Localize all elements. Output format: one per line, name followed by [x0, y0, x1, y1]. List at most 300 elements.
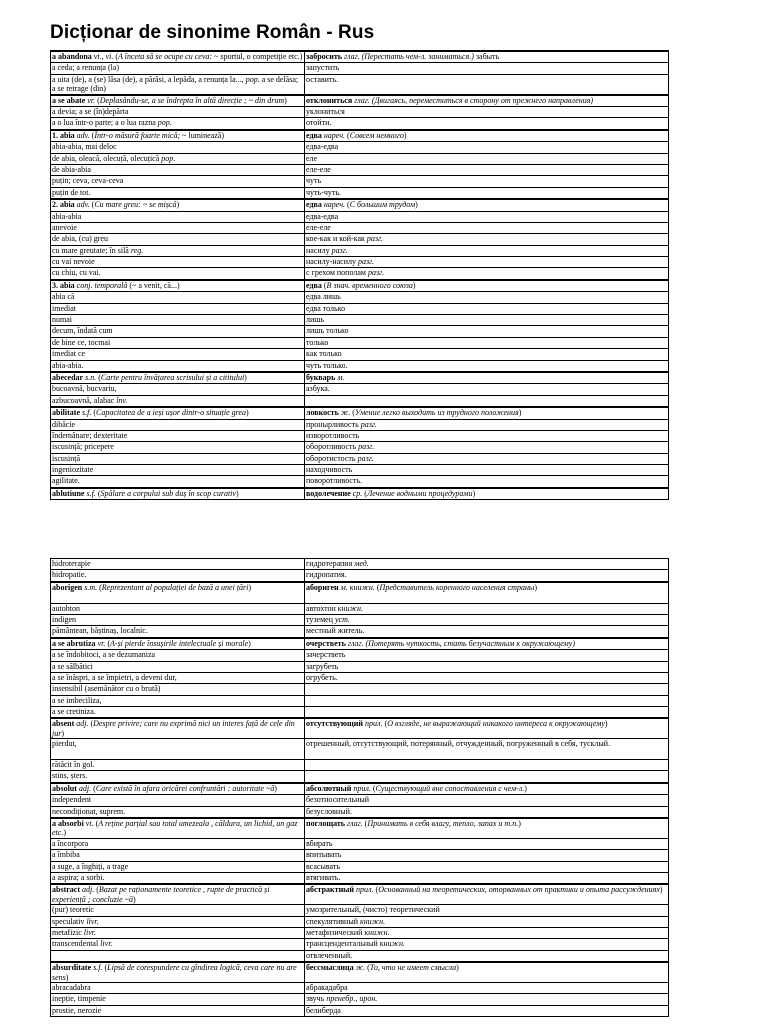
headword: a absorbi — [52, 819, 84, 829]
russian-cell — [305, 442, 669, 453]
synonym-row — [51, 303, 669, 314]
romanian-cell — [51, 63, 305, 74]
russian-cell — [305, 430, 669, 441]
text-segment: запустить — [306, 63, 340, 73]
text-segment: изворотливость — [306, 430, 360, 440]
russian-cell — [305, 718, 669, 738]
synonym-row — [51, 928, 669, 939]
headword: aborigen — [52, 582, 83, 592]
text-segment: забыть — [473, 52, 500, 61]
grammar-note: A-și pierde însușirile intelectuale și morale — [110, 638, 249, 648]
text-segment: a devia; a se (în)depărta — [52, 106, 129, 116]
romanian-cell — [51, 626, 305, 638]
synonym-row — [51, 806, 669, 818]
text-segment: едва только — [306, 303, 346, 313]
text-segment: iscusință; pricepere — [52, 442, 114, 452]
romanian-cell — [51, 176, 305, 187]
grammar-note: înv. — [116, 395, 128, 405]
synonym-row — [51, 176, 669, 187]
russian-cell — [305, 760, 669, 771]
romanian-cell — [51, 430, 305, 441]
grammar-note: Умение легко выходить из трудного положения — [354, 408, 519, 418]
romanian-cell — [51, 303, 305, 314]
synonym-row — [51, 187, 669, 199]
romanian-cell — [51, 806, 305, 818]
headword: букварь — [306, 372, 336, 382]
text-segment: белиберда — [306, 1005, 341, 1015]
dictionary-table-2 — [50, 558, 669, 1017]
text-segment: ( — [345, 130, 350, 140]
romanian-cell — [51, 838, 305, 849]
synonym-row — [51, 559, 669, 570]
romanian-cell — [51, 211, 305, 222]
russian-cell — [305, 626, 669, 638]
text-segment: поворотливость. — [306, 476, 363, 486]
text-segment: чуть-чуть. — [306, 187, 341, 197]
text-segment: еле — [306, 153, 318, 163]
headword: абориген — [306, 582, 339, 592]
headword: абсолютный — [306, 783, 352, 793]
russian-cell — [305, 372, 669, 384]
grammar-note: разг. — [360, 419, 377, 429]
headword: ловкость — [306, 408, 339, 418]
grammar-note: livr. — [86, 916, 99, 926]
text-segment: ) — [534, 582, 538, 592]
text-segment: abracadabra — [52, 983, 91, 992]
grammar-note: Lipsă de corespundere cu gîndirea logică, ceva care nu are sens — [52, 963, 297, 982]
text-segment: ( — [345, 200, 350, 210]
text-segment: еле-еле — [306, 222, 331, 232]
grammar-note: м. книжн. — [338, 582, 375, 592]
romanian-cell — [51, 695, 305, 706]
romanian-cell — [51, 292, 305, 303]
text-segment: ( — [362, 488, 367, 498]
grammar-note: прил. — [354, 885, 374, 895]
russian-cell — [305, 861, 669, 872]
synonym-row — [51, 442, 669, 453]
russian-cell — [305, 315, 669, 326]
dictionary-table-1 — [50, 50, 669, 500]
synonym-row — [51, 142, 669, 153]
russian-cell — [305, 1005, 669, 1016]
text-segment: ( — [95, 95, 100, 105]
romanian-cell — [51, 884, 305, 904]
text-segment: ) — [274, 783, 277, 793]
text-segment: ) — [415, 200, 418, 210]
grammar-note: То, что не имеет смысла — [369, 963, 457, 973]
romanian-cell — [51, 257, 305, 268]
russian-cell — [305, 570, 669, 582]
russian-cell — [305, 650, 669, 661]
grammar-note: Представитель коренного населения страны — [379, 582, 535, 592]
romanian-cell — [51, 360, 305, 372]
text-segment: imediat — [52, 303, 76, 313]
text-segment: numai — [52, 315, 72, 325]
romanian-cell — [51, 983, 305, 994]
grammar-note: s.n. — [83, 372, 97, 382]
romanian-cell — [51, 199, 305, 211]
grammar-note: pop. — [245, 74, 260, 84]
russian-cell — [305, 303, 669, 314]
text-segment: насилу-насилу — [306, 257, 358, 267]
text-segment: умозрительный, (чисто) теоретический — [306, 905, 440, 915]
romanian-cell — [51, 739, 305, 760]
russian-cell — [305, 63, 669, 74]
headword: 1. abia — [52, 130, 75, 140]
text-segment: автохтон — [306, 603, 338, 613]
grammar-note: adv. — [74, 130, 90, 140]
synonym-row — [51, 661, 669, 672]
russian-cell — [305, 672, 669, 683]
text-segment: inepție, timpenie — [52, 994, 106, 1004]
romanian-cell — [51, 315, 305, 326]
text-segment: a aspira; a sorbi. — [52, 873, 105, 883]
text-segment: cu mare greutate; în silă — [52, 245, 131, 255]
text-segment: ) — [248, 582, 252, 592]
text-segment: трансцендентальный — [306, 939, 380, 949]
synonym-row — [51, 465, 669, 476]
text-segment: лишь только — [306, 326, 349, 336]
text-segment: ( — [97, 582, 102, 592]
entry-headword-row — [51, 280, 669, 292]
russian-cell — [305, 983, 669, 994]
russian-cell — [305, 51, 669, 63]
synonym-row — [51, 983, 669, 994]
text-segment: ) — [412, 280, 416, 290]
text-segment: hidropatie. — [52, 570, 87, 580]
russian-cell — [305, 268, 669, 280]
russian-cell — [305, 994, 669, 1005]
russian-cell — [305, 74, 669, 94]
entry-headword-row — [51, 407, 669, 419]
synonym-row — [51, 395, 669, 407]
synonym-row — [51, 838, 669, 849]
russian-cell — [305, 939, 669, 950]
entry-headword-row — [51, 199, 669, 211]
text-segment: a o lua într-o parte; a o lua razna — [52, 118, 158, 128]
headword: a abandona — [52, 52, 92, 61]
text-segment: чуть только. — [306, 360, 348, 370]
text-segment: hidroterapie — [52, 559, 91, 568]
russian-cell — [305, 707, 669, 719]
russian-cell — [305, 806, 669, 818]
text-segment: ) — [604, 719, 608, 729]
romanian-cell — [51, 603, 305, 614]
headword: absurditate — [52, 963, 92, 973]
romanian-cell — [51, 582, 305, 603]
text-segment: abia că — [52, 292, 75, 302]
romanian-cell — [51, 850, 305, 861]
russian-cell — [305, 695, 669, 706]
entry-headword-row — [51, 638, 669, 650]
grammar-note: vt., vi. — [91, 52, 114, 61]
romanian-cell — [51, 51, 305, 63]
grammar-note: s.f. — [84, 488, 96, 498]
romanian-cell — [51, 916, 305, 927]
synonym-row — [51, 1005, 669, 1016]
text-segment: bucoavnă, bucvariu, — [52, 384, 117, 394]
text-segment: iscusință — [52, 453, 80, 463]
grammar-note: ж. — [353, 963, 366, 973]
russian-cell — [305, 661, 669, 672]
russian-cell — [305, 245, 669, 256]
russian-cell — [305, 395, 669, 407]
text-segment: a ceda; a renunța (la) — [52, 63, 120, 73]
text-segment: ) — [472, 488, 476, 498]
romanian-cell — [51, 795, 305, 806]
synonym-row — [51, 63, 669, 74]
synonym-row — [51, 916, 669, 927]
text-segment: насилу — [306, 245, 332, 255]
text-segment: ( — [93, 819, 99, 829]
text-segment: ) — [248, 638, 251, 648]
text-segment: (~ a venit, că...) — [127, 280, 180, 290]
grammar-note: разг. — [331, 245, 348, 255]
grammar-note: vr. — [85, 95, 96, 105]
entry-headword-row — [51, 372, 669, 384]
russian-cell — [305, 326, 669, 337]
romanian-cell — [51, 962, 305, 982]
synonym-row — [51, 650, 669, 661]
russian-cell — [305, 488, 669, 500]
text-segment: звучь — [306, 994, 327, 1004]
synonym-row — [51, 326, 669, 337]
romanian-cell — [51, 661, 305, 672]
grammar-note: мед. — [354, 559, 369, 568]
headword: a se abrutiza — [52, 638, 96, 648]
entry-headword-row — [51, 962, 669, 982]
headword: едва — [306, 130, 322, 140]
text-segment: ) — [456, 963, 459, 973]
text-segment: абракадабра — [306, 983, 348, 992]
text-segment: гидропатия. — [306, 570, 347, 580]
romanian-cell — [51, 684, 305, 695]
synonym-row — [51, 211, 669, 222]
grammar-note: pop. — [157, 118, 172, 128]
grammar-note: Совсем немного — [349, 130, 404, 140]
headword: водолечение — [306, 488, 351, 498]
text-segment: лишь — [306, 315, 325, 325]
romanian-cell — [51, 337, 305, 348]
synonym-row — [51, 360, 669, 372]
text-segment: ( — [374, 582, 380, 592]
text-segment: ( — [102, 963, 108, 973]
text-segment: впитывать — [306, 850, 342, 860]
text-segment: отвлеченный. — [306, 950, 353, 960]
grammar-note: разг. — [366, 234, 384, 244]
grammar-note: В знач. временного союза — [326, 280, 413, 290]
grammar-note: A înceta să se ocupe cu ceva: — [118, 52, 213, 61]
grammar-note: s.f. — [80, 408, 92, 418]
entry-headword-row — [51, 51, 669, 63]
text-segment: ( — [96, 372, 101, 382]
text-segment: agilitate. — [52, 476, 80, 486]
text-segment: de abia, (cu) greu — [52, 234, 108, 244]
synonym-row — [51, 106, 669, 117]
russian-cell — [305, 795, 669, 806]
text-segment: a se imbeciliza, — [52, 695, 102, 705]
text-segment: ( — [370, 783, 376, 793]
russian-cell — [305, 873, 669, 885]
grammar-note: adv. — [74, 200, 90, 210]
text-segment: ingeniozitate — [52, 465, 94, 475]
grammar-note: Принимать в себя влагу, тепло, запах и т.п. — [367, 819, 519, 829]
russian-cell — [305, 582, 669, 603]
russian-cell — [305, 199, 669, 211]
text-segment: a încorpora — [52, 838, 89, 848]
text-segment: ( — [95, 488, 101, 498]
grammar-note: s.m. — [82, 582, 98, 592]
romanian-cell — [51, 222, 305, 233]
text-segment: всасывать — [306, 861, 341, 871]
text-segment: insensibil (asemănător cu o brută) — [52, 684, 161, 694]
grammar-note: С большим трудом — [349, 200, 416, 210]
entry-headword-row — [51, 718, 669, 738]
synonym-row — [51, 118, 669, 130]
text-segment: едва-едва — [306, 211, 339, 221]
romanian-cell — [51, 861, 305, 872]
synonym-row — [51, 626, 669, 638]
russian-cell — [305, 384, 669, 395]
grammar-note: глаг. (Потерять чуткость, стать безучастным к окружающему) — [345, 638, 575, 648]
text-segment: ~ sportul, o competiție etc.) — [212, 52, 303, 61]
grammar-note: глаг. (Двигаясь, переместиться в сторону от прежнего направления) — [352, 95, 594, 105]
russian-cell — [305, 349, 669, 360]
text-segment: cu chiu, cu vai. — [52, 268, 101, 278]
text-segment: с грехом пополам — [306, 268, 368, 278]
text-segment: зачерстветь — [306, 650, 346, 660]
russian-cell — [305, 783, 669, 795]
russian-cell — [305, 962, 669, 982]
russian-cell — [305, 603, 669, 614]
text-segment: чуть — [306, 176, 322, 186]
text-segment: ( — [350, 408, 355, 418]
text-segment: prostie, nerozie — [52, 1005, 102, 1015]
synonym-row — [51, 453, 669, 464]
grammar-note: глаг. (Перестать чем-л. заниматься.) — [341, 52, 474, 61]
grammar-note: livr. — [83, 928, 96, 938]
text-segment: ) — [65, 972, 69, 982]
russian-cell — [305, 360, 669, 372]
romanian-cell — [51, 570, 305, 582]
text-segment: stins, șters. — [52, 771, 88, 781]
russian-cell — [305, 257, 669, 268]
synonym-row — [51, 939, 669, 950]
russian-cell — [305, 95, 669, 107]
grammar-note: Într-o măsură foarte mică; — [94, 130, 181, 140]
romanian-cell — [51, 245, 305, 256]
text-segment: ) — [61, 728, 65, 738]
text-segment: ) — [132, 894, 136, 904]
grammar-note: adj. — [80, 885, 95, 895]
russian-cell — [305, 465, 669, 476]
russian-cell — [305, 884, 669, 904]
entry-headword-row — [51, 130, 669, 142]
entry-headword-row — [51, 783, 669, 795]
romanian-cell — [51, 142, 305, 153]
russian-cell — [305, 222, 669, 233]
text-segment: ) — [524, 783, 527, 793]
grammar-note: пренебр., ирон. — [326, 994, 378, 1004]
headword: abstract — [52, 885, 80, 895]
romanian-cell — [51, 950, 305, 962]
grammar-note: книжн. — [364, 928, 390, 938]
romanian-cell — [51, 476, 305, 488]
russian-cell — [305, 280, 669, 292]
synonym-row — [51, 257, 669, 268]
text-segment: ( — [365, 963, 370, 973]
text-segment: pierdut, — [52, 739, 77, 749]
text-segment: еле-еле — [306, 164, 331, 174]
text-segment: ) — [518, 819, 521, 829]
synonym-row — [51, 771, 669, 783]
grammar-note: книжн. — [359, 916, 386, 926]
russian-cell — [305, 614, 669, 625]
entry-headword-row — [51, 488, 669, 500]
text-segment: ( — [94, 885, 99, 895]
text-segment: только — [306, 337, 329, 347]
grammar-note: livr. — [100, 939, 113, 949]
grammar-note: vt. — [83, 819, 94, 829]
text-segment: оборотливость — [306, 442, 359, 452]
text-segment: ( — [88, 719, 94, 729]
romanian-cell — [51, 326, 305, 337]
grammar-note: reg. — [130, 245, 144, 255]
grammar-note: Despre privire; care nu exprimă nici un interes față de cele din jur — [52, 719, 295, 738]
romanian-cell — [51, 760, 305, 771]
headword: поглощать — [306, 819, 346, 829]
text-segment: a suge, a înghiți, a trage — [52, 861, 129, 871]
russian-cell — [305, 838, 669, 849]
romanian-cell — [51, 130, 305, 142]
text-segment: ) — [403, 130, 407, 140]
grammar-note: Deplasându-se, a se îndrepta în altă direcție ; ~ din drum — [99, 95, 285, 105]
romanian-cell — [51, 614, 305, 625]
headword: absolut — [52, 783, 77, 793]
page-title: Dicționar de sinonime Român - Rus — [50, 22, 375, 43]
grammar-note: ср. — [350, 488, 363, 498]
text-segment: anevoie — [52, 222, 77, 232]
romanian-cell — [51, 234, 305, 245]
entry-headword-row — [51, 582, 669, 603]
synonym-row — [51, 707, 669, 719]
text-segment: decum, îndată cum — [52, 326, 113, 336]
text-segment: ( — [362, 819, 368, 829]
synonym-row — [51, 795, 669, 806]
headword: забросить — [306, 52, 342, 61]
text-segment: ( — [91, 783, 96, 793]
romanian-cell — [51, 95, 305, 107]
grammar-note: ж. — [338, 408, 351, 418]
text-segment: imediat ce — [52, 349, 86, 359]
grammar-note: adj. — [74, 719, 89, 729]
text-segment: a uita (de), a (se) lăsa (de), a părăsi, a lepăda, a renunța la..., — [52, 74, 246, 84]
synonym-row — [51, 419, 669, 430]
russian-cell — [305, 176, 669, 187]
grammar-note: Carte pentru învățarea scrisului și a cititului — [100, 372, 245, 382]
russian-cell — [305, 292, 669, 303]
romanian-cell — [51, 349, 305, 360]
romanian-cell — [51, 994, 305, 1005]
russian-cell — [305, 164, 669, 175]
russian-cell — [305, 818, 669, 838]
text-segment: de abia-abia — [52, 164, 91, 174]
russian-cell — [305, 771, 669, 783]
russian-cell — [305, 211, 669, 222]
synonym-row — [51, 292, 669, 303]
grammar-note: глаг. — [345, 819, 363, 829]
russian-cell — [305, 928, 669, 939]
